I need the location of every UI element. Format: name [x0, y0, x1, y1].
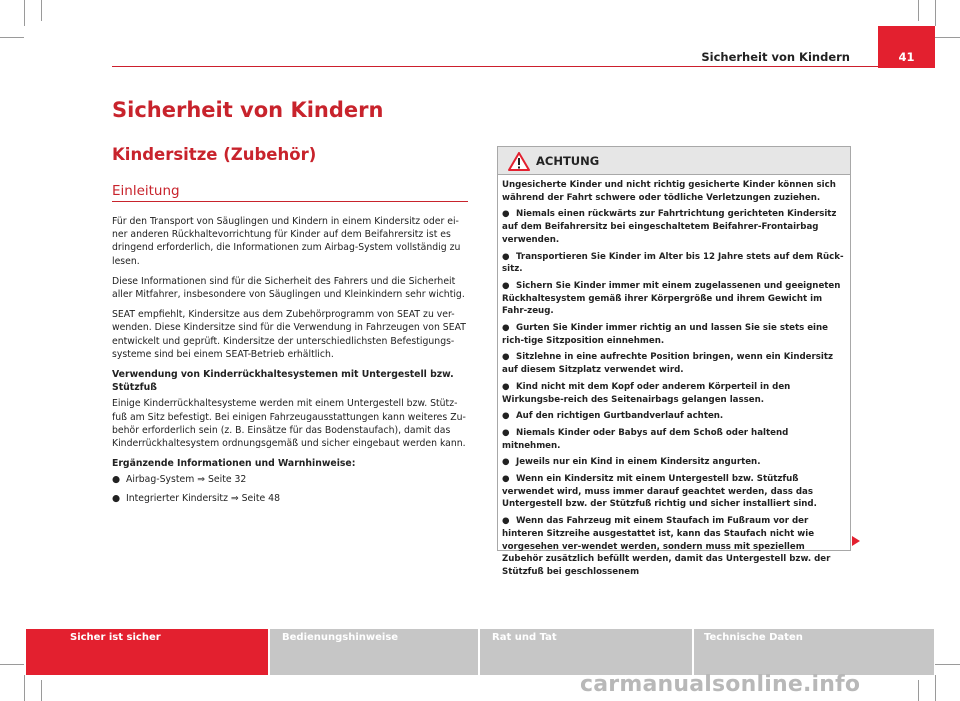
footer-tab-label: Rat und Tat [492, 632, 557, 643]
bullet-icon: ● [502, 280, 510, 291]
warning-item-text: Auf den richtigen Gurtbandverlauf achten. [516, 411, 724, 422]
paragraph: Für den Transport von Säuglingen und Kindern in einem Kindersitz oder ei-ner anderen Rückhaltevorrichtung für Kinder auf dem Beifahrersitz ist es dringend erforderlich, die Informationen zum Airbag-System vollständig zu lesen. [112, 216, 461, 267]
bullet-icon: ● [502, 457, 510, 468]
footer-tab-technische-daten[interactable] [694, 629, 934, 675]
warning-item-text: Gurten Sie Kinder immer richtig an und lassen Sie sie stets eine rich-tige Sitzposition einnehmen. [502, 323, 829, 346]
subsection-title: Einleitung [112, 183, 180, 199]
warning-item [502, 456, 846, 469]
warning-box [497, 146, 851, 577]
footer-tab-bedienungshinweise[interactable] [270, 629, 478, 675]
warning-item [502, 280, 846, 318]
warning-title: ACHTUNG [536, 154, 600, 168]
page-number: 41 [898, 50, 915, 64]
paragraph: SEAT empfiehlt, Kindersitze aus dem Zubehörprogramm von SEAT zu ver-wenden. Diese Kindersitze sind für die Verwendung in Fahrzeugen von SEAT entwickelt und geprüft. Kindersitze der unterschiedlichsten Befestigungs-systeme sind bei einem SEAT-Betrieb erhältlich. [112, 309, 466, 360]
crop-mark [918, 0, 919, 21]
body-text-column [112, 215, 470, 510]
warning-item [502, 427, 846, 452]
bullet-icon: ● [502, 516, 510, 527]
warning-triangle-icon [508, 152, 530, 171]
paragraph: Diese Informationen sind für die Sicherheit des Fahrers und die Sicherheit aller Mitfahrer, insbesondere von Säuglingen und Kleinkindern sehr wichtig. [112, 275, 465, 301]
footer-tab-label: Technische Daten [704, 632, 803, 643]
warning-item [502, 473, 846, 511]
warning-item-text: Transportieren Sie Kinder im Alter bis 12 Jahre stets auf dem Rück-sitz. [502, 251, 844, 275]
bullet-icon: ● [502, 209, 510, 220]
crop-mark [41, 680, 42, 701]
section-title: Kindersitze (Zubehör) [112, 145, 317, 164]
crop-mark [918, 680, 919, 701]
warning-item-text: Sitzlehne in eine aufrechte Position bringen, wenn ein Kindersitz auf diesem Sitzplatz verwendet wird. [502, 352, 833, 376]
warning-body [502, 179, 846, 583]
crop-mark [935, 664, 960, 665]
watermark: carmanualsonline.info [580, 672, 861, 697]
chapter-title: Sicherheit von Kindern [112, 98, 384, 122]
crop-mark [24, 0, 25, 26]
warning-item [502, 381, 846, 406]
bullet-icon: ● [502, 474, 510, 485]
crop-mark [935, 0, 936, 26]
warning-item-text: Niemals einen rückwärts zur Fahrtrichtung gerichteten Kindersitz auf dem Beifahrersitz bei eingeschaltetem Beifahrer-Frontairbag verwenden. [502, 209, 837, 245]
warning-item [502, 251, 846, 276]
list-item[interactable] [112, 492, 470, 505]
crop-mark [935, 675, 936, 701]
crop-mark [0, 664, 24, 665]
footer-tab-label: Bedienungshinweise [282, 632, 399, 643]
paragraph-heading: Verwendung von Kinderrückhaltesystemen mit Untergestell bzw. Stützfuß [112, 369, 454, 394]
bullet-icon: ● [112, 492, 121, 504]
warning-intro: Ungesicherte Kinder und nicht richtig gesicherte Kinder können sich während der Fahrt schwere oder tödliche Verletzungen zuziehen. [502, 180, 836, 203]
crop-mark [0, 37, 24, 38]
warning-item-text: Sichern Sie Kinder immer mit einem zugelassenen und geeigneten Rückhaltesystem gemäß ihrer Körpergröße und ihrem Gewicht im Fahr-zeug. [502, 280, 841, 317]
list-item[interactable] [112, 473, 470, 486]
paragraph-heading: Ergänzende Informationen und Warnhinweise: [112, 458, 356, 470]
warning-item [502, 208, 846, 246]
warning-item [502, 351, 846, 376]
footer-tab-sicher-ist-sicher[interactable] [26, 629, 268, 675]
crop-mark [41, 0, 42, 21]
warning-item [502, 410, 846, 423]
crop-mark [935, 37, 960, 38]
warning-item [502, 515, 846, 579]
warning-item-text: Wenn das Fahrzeug mit einem Staufach im Fußraum vor der hinteren Sitzreihe ausgestattet ist, kann das Staufach nicht wie vorgesehen ver-wendet werden, sondern muss mit speziellem Zubehör zusätzlich befüllt werden, damit das Untergestell bzw. der Stützfuß bei geschlossenem [502, 516, 831, 577]
warning-header [498, 147, 850, 175]
bullet-icon: ● [112, 474, 121, 486]
warning-item [502, 322, 846, 347]
footer-tab-label: Sicher ist sicher [70, 632, 161, 643]
subsection-rule [112, 201, 468, 202]
footer-tab-rat-und-tat[interactable] [480, 629, 692, 675]
warning-item-text: Niemals Kinder oder Babys auf dem Schoß oder haltend mitnehmen. [502, 427, 789, 451]
running-header: Sicherheit von Kindern [701, 50, 850, 64]
cross-reference-link[interactable]: Airbag-System ⇒ Seite 32 [126, 474, 247, 486]
warning-item-text: Jeweils nur ein Kind in einem Kindersitz angurten. [516, 457, 761, 468]
crop-mark [24, 675, 25, 701]
bullet-icon: ● [502, 427, 510, 438]
cross-reference-link[interactable]: Integrierter Kindersitz ⇒ Seite 48 [126, 492, 281, 504]
paragraph: Einige Kinderrückhaltesysteme werden mit einem Untergestell bzw. Stütz-fuß am Sitz befestigt. Bei einigen Fahrzeugausstattungen kann weiteres Zu-behör erforderlich sein (z. B. Einsätze für das Bodenstaufach), damit das Kinderrückhaltesystem ordnungsgemäß und sicher eingebaut werden kann. [112, 398, 466, 450]
warning-item-text: Wenn ein Kindersitz mit einem Untergestell bzw. Stützfuß verwendet wird, muss immer darauf geachtet werden, dass das Untergestell bzw. der Stützfuß richtig und sicher installiert sind. [502, 474, 817, 510]
bullet-icon: ● [502, 411, 510, 422]
header-rule [112, 66, 878, 67]
bullet-icon: ● [502, 352, 510, 363]
continue-arrow-icon [852, 536, 860, 546]
bullet-icon: ● [502, 251, 510, 262]
bullet-icon: ● [502, 323, 510, 334]
bullet-icon: ● [502, 381, 510, 392]
warning-item-text: Kind nicht mit dem Kopf oder anderem Körperteil in den Wirkungsbe-reich des Seitenairbags gelangen lassen. [502, 381, 791, 405]
